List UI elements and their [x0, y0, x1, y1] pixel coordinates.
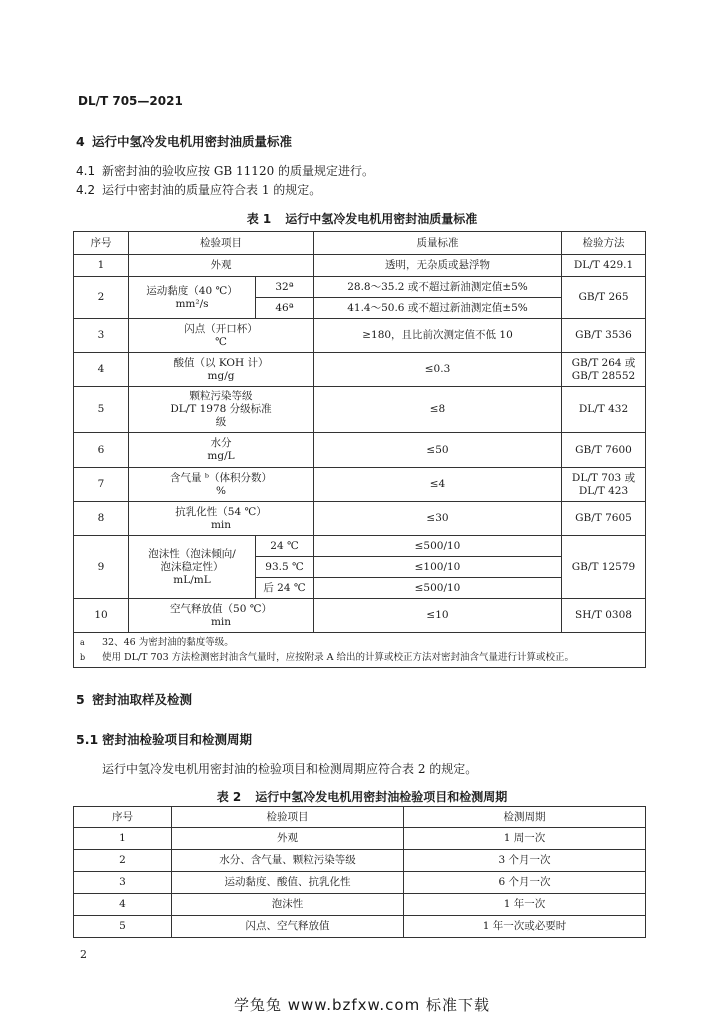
test-item: 酸值（以 KOH 计） mg/g — [129, 353, 314, 387]
test-period: 1 周一次 — [404, 828, 646, 850]
quality-standard: ≤100/10 — [314, 557, 562, 578]
test-period: 6 个月一次 — [404, 872, 646, 894]
footer-watermark: 学兔兔 www.bzfxw.com 标准下载 — [234, 996, 490, 1014]
table-1-notes — [74, 633, 646, 668]
quality-standard: ≤30 — [314, 502, 562, 536]
test-item: 抗乳化性（54 ℃） min — [129, 502, 314, 536]
test-item: 空气释放值（50 ℃） min — [129, 599, 314, 633]
test-item: 水分 mg/L — [129, 433, 314, 468]
table-1-number: 表 1 — [246, 212, 272, 226]
table-1-header-method: 检验方法 — [562, 232, 646, 255]
test-temperature: 93.5 ℃ — [256, 557, 314, 578]
test-method: GB/T 7605 — [562, 502, 646, 536]
table-row — [74, 828, 646, 850]
test-item: 外观 — [129, 255, 314, 277]
table-1-caption — [0, 210, 724, 227]
test-method: DL/T 703 或 DL/T 423 — [562, 468, 646, 502]
table-2-header-period: 检测周期 — [404, 807, 646, 828]
clause-4-2-number: 4.2 — [76, 183, 96, 197]
row-number: 7 — [74, 468, 129, 502]
test-item: 泡沫性 — [172, 894, 404, 916]
quality-standard: ≤500/10 — [314, 536, 562, 557]
row-number: 2 — [74, 850, 172, 872]
table-1-header-row — [74, 232, 646, 255]
section-5-title: 密封油取样及检测 — [92, 692, 193, 707]
quality-standard: ≤500/10 — [314, 578, 562, 599]
table-row — [74, 536, 646, 557]
test-item: 闪点、空气释放值 — [172, 916, 404, 938]
row-number: 2 — [74, 277, 129, 319]
clause-4-1-text: 新密封油的验收应按 GB 11120 的质量规定进行。 — [102, 164, 375, 178]
table-1-header-item: 检验项目 — [129, 232, 314, 255]
clause-4-2 — [76, 181, 321, 198]
table-2-header-no: 序号 — [74, 807, 172, 828]
row-number: 4 — [74, 894, 172, 916]
row-number: 9 — [74, 536, 129, 599]
test-method: GB/T 265 — [562, 277, 646, 319]
row-number: 1 — [74, 828, 172, 850]
table-row — [74, 872, 646, 894]
test-method: DL/T 432 — [562, 387, 646, 433]
test-temperature: 24 ℃ — [256, 536, 314, 557]
table-row — [74, 502, 646, 536]
table-row — [74, 387, 646, 433]
quality-standard: ≤10 — [314, 599, 562, 633]
table-1 — [73, 231, 646, 668]
row-number: 3 — [74, 319, 129, 353]
table-row — [74, 277, 646, 298]
quality-standard: 透明，无杂质或悬浮物 — [314, 255, 562, 277]
test-method: SH/T 0308 — [562, 599, 646, 633]
section-5-number: 5 — [76, 692, 85, 707]
table-2-caption — [0, 788, 724, 805]
test-method: GB/T 12579 — [562, 536, 646, 599]
clause-4-1-number: 4.1 — [76, 164, 96, 178]
quality-standard: ≤8 — [314, 387, 562, 433]
test-item: 颗粒污染等级 DL/T 1978 分级标准 级 — [129, 387, 314, 433]
quality-standard: ≤0.3 — [314, 353, 562, 387]
table-row — [74, 255, 646, 277]
quality-standard: 41.4～50.6 或不超过新油测定值±5% — [314, 298, 562, 319]
test-period: 1 年一次 — [404, 894, 646, 916]
clause-4-1 — [76, 162, 374, 179]
table-row — [74, 468, 646, 502]
row-number: 8 — [74, 502, 129, 536]
table-row — [74, 599, 646, 633]
test-method: GB/T 3536 — [562, 319, 646, 353]
section-4-heading — [76, 132, 292, 150]
table-2-title: 运行中氢冷发电机用密封油检验项目和检测周期 — [255, 790, 508, 804]
document-code: DL/T 705—2021 — [78, 94, 183, 108]
test-period: 3 个月一次 — [404, 850, 646, 872]
section-5-heading — [76, 690, 192, 708]
row-number: 5 — [74, 916, 172, 938]
row-number: 1 — [74, 255, 129, 277]
clause-5-1-text: 运行中氢冷发电机用密封油的检验项目和检测周期应符合表 2 的规定。 — [102, 762, 478, 776]
table-row — [74, 319, 646, 353]
test-method: DL/T 429.1 — [562, 255, 646, 277]
quality-standard: ≥180，且比前次测定值不低 10 — [314, 319, 562, 353]
test-item: 闪点（开口杯） ℃ — [129, 319, 314, 353]
viscosity-grade: 46ª — [256, 298, 314, 319]
quality-standard: 28.8～35.2 或不超过新油测定值±5% — [314, 277, 562, 298]
quality-standard: ≤50 — [314, 433, 562, 468]
test-method: GB/T 7600 — [562, 433, 646, 468]
clause-5-1-heading — [76, 730, 252, 748]
test-method: GB/T 264 或 GB/T 28552 — [562, 353, 646, 387]
table-2 — [73, 806, 646, 938]
test-item: 运动黏度、酸值、抗乳化性 — [172, 872, 404, 894]
test-item: 外观 — [172, 828, 404, 850]
table-2-header-item: 检验项目 — [172, 807, 404, 828]
viscosity-grade: 32ª — [256, 277, 314, 298]
test-item: 含气量 ᵇ（体积分数） % — [129, 468, 314, 502]
table-1-title: 运行中氢冷发电机用密封油质量标准 — [285, 212, 478, 226]
table-1-header-standard: 质量标准 — [314, 232, 562, 255]
clause-5-1-title: 密封油检验项目和检测周期 — [102, 732, 253, 747]
row-number: 4 — [74, 353, 129, 387]
clause-5-1-number: 5.1 — [76, 732, 99, 747]
test-item: 运动黏度（40 ℃） mm²/s — [129, 277, 256, 319]
table-2-number: 表 2 — [216, 790, 242, 804]
section-4-title: 运行中氢冷发电机用密封油质量标准 — [92, 134, 293, 149]
footnote-b: b 使用 DL/T 703 方法检测密封油含气量时，应按附录 A 给出的计算或校正方法对密封油含气量进行计算或校正。 — [80, 652, 575, 663]
table-1-header-no: 序号 — [74, 232, 129, 255]
test-temperature: 后 24 ℃ — [256, 578, 314, 599]
table-row — [74, 916, 646, 938]
table-row — [74, 850, 646, 872]
page-number: 2 — [80, 948, 87, 961]
row-number: 10 — [74, 599, 129, 633]
test-period: 1 年一次或必要时 — [404, 916, 646, 938]
table-row — [74, 353, 646, 387]
section-4-number: 4 — [76, 134, 85, 149]
row-number: 3 — [74, 872, 172, 894]
row-number: 5 — [74, 387, 129, 433]
table-row — [74, 433, 646, 468]
row-number: 6 — [74, 433, 129, 468]
quality-standard: ≤4 — [314, 468, 562, 502]
table-2-header-row — [74, 807, 646, 828]
table-row — [74, 894, 646, 916]
test-item: 水分、含气量、颗粒污染等级 — [172, 850, 404, 872]
test-item: 泡沫性（泡沫倾向/ 泡沫稳定性） mL/mL — [129, 536, 256, 599]
clause-4-2-text: 运行中密封油的质量应符合表 1 的规定。 — [102, 183, 322, 197]
footnote-a: a 32、46 为密封油的黏度等级。 — [80, 637, 234, 648]
table-1-footnotes — [74, 633, 646, 668]
